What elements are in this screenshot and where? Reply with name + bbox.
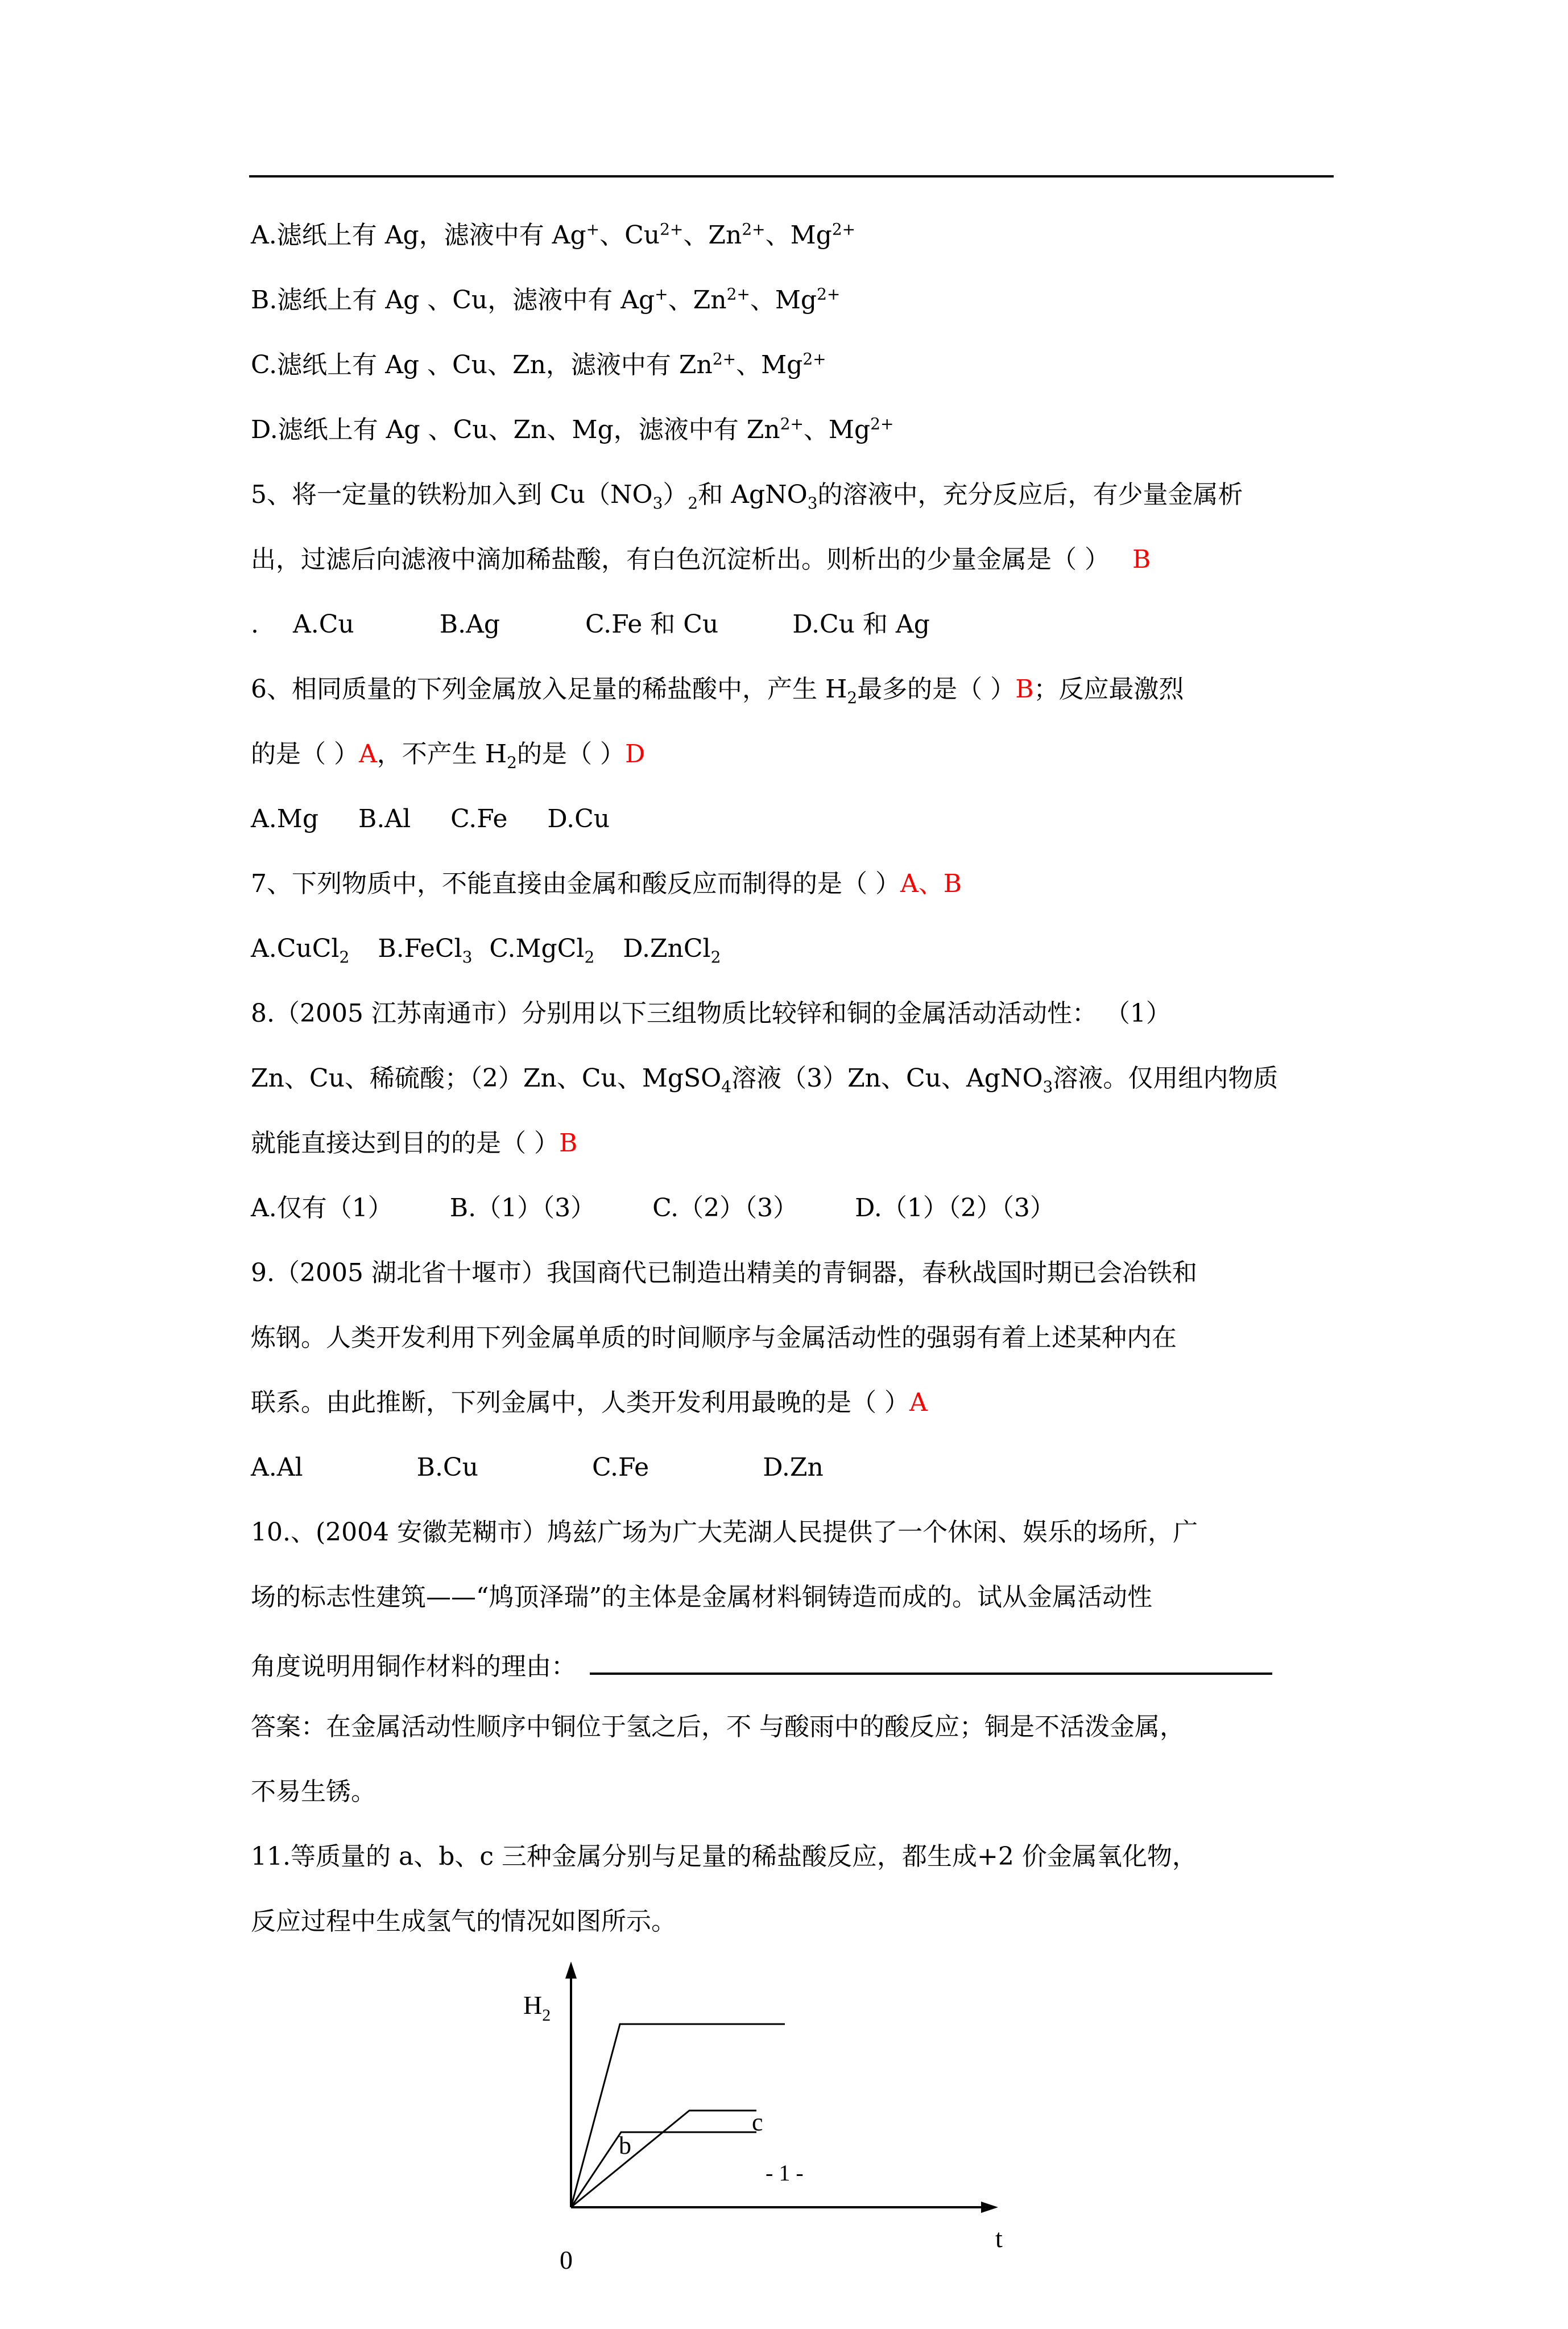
q8-line-1: 8.（2005 江苏南通市）分别用以下三组物质比较锌和铜的金属活动活动性： （1）	[251, 999, 1171, 1028]
q10-answer-line-1: 答案：在金属活动性顺序中铜位于氢之后，不 与酸雨中的酸反应；铜是不活泼金属，	[251, 1712, 1185, 1741]
q5-answer: B	[1132, 545, 1151, 574]
series-label-b: b	[619, 2132, 631, 2159]
q6-answer-3: D	[624, 740, 646, 769]
q7-options: A.CuCl$_2$ B.FeCl$_3$ C.MgCl$_2$ D.ZnCl$_2$	[251, 934, 721, 967]
q10-answer-line-2: 不易生锈。	[251, 1777, 376, 1806]
y-axis-arrow	[565, 1962, 577, 1979]
q7-line-1: 7、下列物质中，不能直接由金属和酸反应而制得的是（ ）A、B	[251, 869, 962, 898]
q7-answer: A、B	[900, 869, 962, 898]
q11-line-1: 11.等质量的 a、b、c 三种金属分别与足量的稀盐酸反应，都生成+2 价金属氧化物，	[251, 1842, 1197, 1871]
q8-options: A.仅有（1） B.（1）（3） C.（2）（3） D.（1）（2）（3）	[251, 1194, 1055, 1223]
q11-line-2: 反应过程中生成氢气的情况如图所示。	[251, 1907, 676, 1936]
curve-b	[571, 2132, 756, 2207]
curve-c	[571, 2111, 756, 2207]
q5-line-2: 出，过滤后向滤液中滴加稀盐酸，有白色沉淀析出。则析出的少量金属是（ ） B	[251, 545, 1151, 574]
hydrogen-chart-svg	[512, 1957, 1035, 2276]
q6-line-1: 6、相同质量的下列金属放入足量的稀盐酸中，产生 $H_2$最多的是（ ）B；反应最激烈	[251, 675, 1184, 707]
q4-option-b: B.滤纸上有 Ag 、Cu，滤液中有 Ag+、$Zn^{2+}$、$Mg^{2+}$	[251, 284, 841, 315]
q8-line-2: Zn、Cu、稀硫酸；（2）Zn、Cu、MgSO$_4$溶液（3）Zn、Cu、AgNO$_3$溶液。仅用组内物质	[251, 1064, 1279, 1096]
q10-line-3: 角度说明用铜作材料的理由：	[251, 1645, 1272, 1679]
y-axis-label: $H_2$	[523, 1991, 551, 2025]
header-rule	[249, 175, 1334, 177]
q6-answer-1: B	[1015, 675, 1034, 704]
q6-answer-2: A	[359, 740, 377, 769]
q4-option-d: D.滤纸上有 Ag 、Cu、Zn、Mg，滤液中有 $Zn^{2+}$、$Mg^{2+}$	[251, 414, 894, 444]
origin-label: 0	[560, 2245, 573, 2274]
hydrogen-chart	[512, 1957, 1035, 2276]
q10-line-2: 场的标志性建筑——“鸠顶泽瑞”的主体是金属材料铜铸造而成的。试从金属活动性	[251, 1583, 1152, 1612]
q6-options: A.Mg B.Al C.Fe D.Cu	[251, 804, 610, 833]
q5-options: . A.Cu B.Ag C.Fe 和 Cu D.Cu 和 Ag	[251, 610, 930, 639]
q8-answer: B	[559, 1129, 578, 1158]
q10-answer-blank	[590, 1645, 1272, 1675]
x-axis-label: t	[995, 2224, 1003, 2253]
q6-line-2: 的是（ ）A，不产生 $H_2$的是（ ）D	[251, 740, 646, 772]
q8-line-3: 就能直接达到目的的是（ ）B	[251, 1129, 578, 1158]
q9-answer: A	[909, 1388, 928, 1417]
q4-option-a: A.滤纸上有 Ag，滤液中有 Ag+、$Cu^{2+}$、$Zn^{2+}$、$Mg^{2+}$	[251, 220, 856, 250]
q9-line-3: 联系。由此推断，下列金属中，人类开发利用最晚的是（ ）A	[251, 1388, 928, 1417]
q9-line-2: 炼钢。人类开发利用下列金属单质的时间顺序与金属活动性的强弱有着上述某种内在	[251, 1323, 1177, 1352]
page-number: - 1 -	[766, 2160, 804, 2186]
q9-options: A.Al B.Cu C.Fe D.Zn	[251, 1453, 824, 1482]
q10-line-1: 10.、(2004 安徽芜糊市）鸠兹广场为广大芜湖人民提供了一个休闲、娱乐的场所，广	[251, 1518, 1198, 1547]
q5-line-1: 5、将一定量的铁粉加入到 $Cu(NO_3)_2$和 AgNO$_3$的溶液中，充分反应后，有少量金属析	[251, 480, 1243, 513]
q9-line-1: 9.（2005 湖北省十堰市）我国商代已制造出精美的青铜器，春秋战国时期已会冶铁和	[251, 1258, 1197, 1287]
x-axis-arrow	[981, 2202, 998, 2213]
series-label-c: c	[752, 2108, 763, 2136]
q4-option-c: C.滤纸上有 Ag 、Cu、Zn，滤液中有 $Zn^{2+}$、$Mg^{2+}$	[251, 349, 826, 379]
